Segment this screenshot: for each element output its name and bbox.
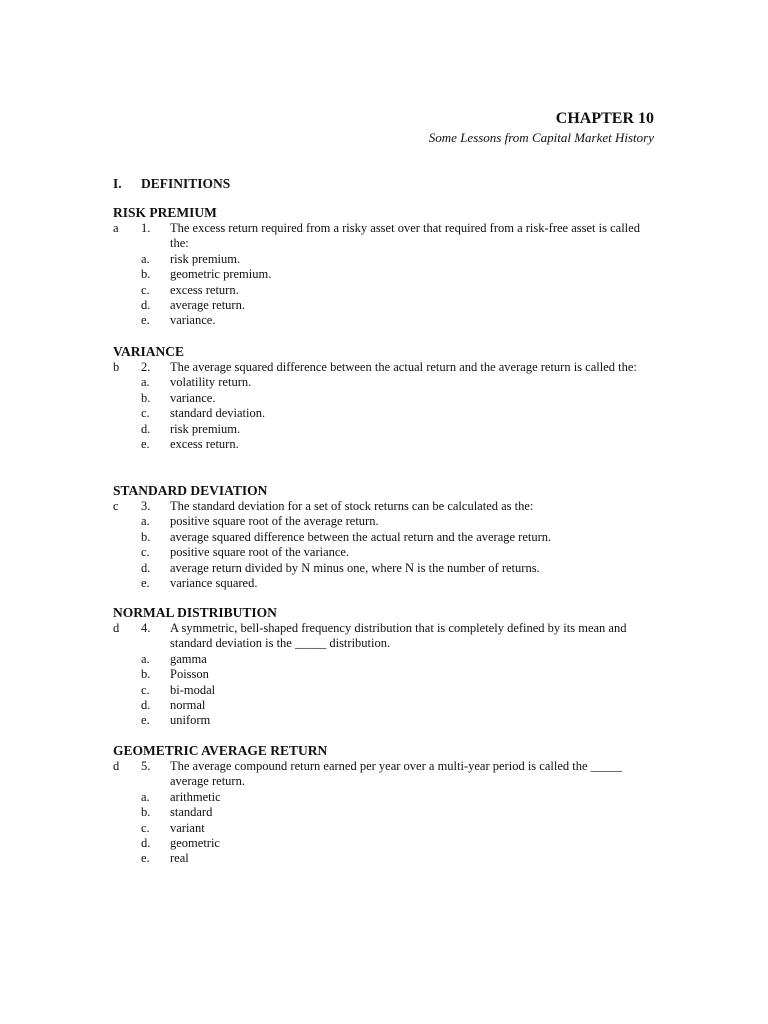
option-text: variance. — [170, 313, 216, 328]
option-letter: a. — [141, 514, 150, 529]
option-letter: b. — [141, 805, 151, 820]
option-letter: a. — [141, 375, 150, 390]
option — [113, 836, 653, 851]
section-heading: GEOMETRIC AVERAGE RETURN — [113, 743, 328, 758]
option — [113, 437, 653, 452]
option-letter: c. — [141, 282, 150, 297]
question-text: A symmetric, bell-shaped frequency distribution that is completely defined by its mean and standard deviation is the _____ distribution. — [170, 621, 627, 651]
answer-key: d — [113, 759, 120, 773]
option — [113, 375, 653, 390]
option-text: excess return. — [170, 437, 239, 452]
option — [113, 805, 653, 820]
question-text: The standard deviation for a set of stock returns can be calculated as the: — [170, 499, 534, 513]
option-text: bi-modal — [170, 682, 216, 697]
option-text: geometric — [170, 836, 220, 851]
question — [113, 621, 653, 652]
part-number: I. — [113, 176, 122, 191]
question-text: The excess return required from a risky asset over that required from a risk-free asset is called the: — [170, 221, 640, 251]
question-block-variance — [113, 344, 653, 452]
option — [113, 576, 653, 591]
option — [113, 406, 653, 421]
option — [113, 652, 653, 667]
option-letter: a. — [141, 789, 150, 804]
option-text: risk premium. — [170, 251, 241, 266]
option-letter: e. — [141, 437, 150, 452]
option-letter: c. — [141, 682, 150, 697]
option-letter: a. — [141, 251, 150, 266]
option-letter: b. — [141, 390, 151, 405]
option — [113, 545, 653, 560]
option-letter: d. — [141, 698, 151, 713]
option-text: gamma — [170, 651, 207, 666]
option-letter: d. — [141, 421, 151, 436]
option-text: average squared difference between the actual return and the average return. — [170, 529, 552, 544]
option-text: average return. — [170, 298, 245, 313]
question-number: 2. — [141, 360, 151, 374]
section-heading: STANDARD DEVIATION — [113, 483, 268, 498]
option — [113, 561, 653, 576]
question — [113, 360, 653, 375]
option — [113, 698, 653, 713]
option-letter: e. — [141, 576, 150, 591]
option — [113, 313, 653, 328]
option-text: variant — [170, 820, 205, 835]
option-text: variance. — [170, 390, 216, 405]
question — [113, 221, 653, 252]
option-text: Poisson — [170, 667, 209, 682]
answer-key: c — [113, 499, 119, 513]
option — [113, 267, 653, 282]
option-text: positive square root of the average return. — [170, 514, 379, 529]
option-letter: d. — [141, 560, 151, 575]
option-letter: b. — [141, 529, 151, 544]
option — [113, 514, 653, 529]
option-text: variance squared. — [170, 576, 258, 591]
question-number: 1. — [141, 221, 151, 235]
option-text: standard — [170, 805, 213, 820]
option-letter: e. — [141, 713, 150, 728]
question-text: The average squared difference between the actual return and the average return is called the: — [170, 360, 637, 374]
option-text: excess return. — [170, 282, 239, 297]
option-text: risk premium. — [170, 421, 241, 436]
question-block-standard-deviation — [113, 483, 653, 591]
option — [113, 298, 653, 313]
option-letter: a. — [141, 651, 150, 666]
option — [113, 530, 653, 545]
question-number: 5. — [141, 759, 151, 773]
part-title: DEFINITIONS — [141, 176, 231, 191]
question-text: The average compound return earned per year over a multi-year period is called the _____ average return. — [170, 759, 622, 789]
option-letter: b. — [141, 667, 151, 682]
option — [113, 283, 653, 298]
option-text: real — [170, 851, 189, 866]
part-heading — [113, 176, 230, 192]
question-number: 4. — [141, 621, 151, 635]
option — [113, 252, 653, 267]
question-block-risk-premium — [113, 205, 653, 329]
option-text: volatility return. — [170, 375, 252, 390]
option-letter: e. — [141, 851, 150, 866]
answer-key: a — [113, 221, 119, 235]
option — [113, 821, 653, 836]
option-text: positive square root of the variance. — [170, 545, 350, 560]
option-letter: c. — [141, 545, 150, 560]
option-text: average return divided by N minus one, where N is the number of returns. — [170, 560, 540, 575]
option — [113, 683, 653, 698]
option — [113, 790, 653, 805]
option — [113, 391, 653, 406]
option-letter: e. — [141, 313, 150, 328]
option-letter: d. — [141, 298, 151, 313]
section-heading: RISK PREMIUM — [113, 205, 217, 220]
section-heading: NORMAL DISTRIBUTION — [113, 605, 277, 620]
question-block-geometric-average-return — [113, 743, 653, 867]
answer-key: d — [113, 621, 120, 635]
option — [113, 851, 653, 866]
option-text: arithmetic — [170, 789, 221, 804]
option-letter: c. — [141, 406, 150, 421]
chapter-title: CHAPTER 10 — [555, 110, 654, 127]
question-number: 3. — [141, 499, 151, 513]
question — [113, 499, 653, 514]
option-text: normal — [170, 698, 206, 713]
option-text: standard deviation. — [170, 406, 266, 421]
option — [113, 713, 653, 728]
option-text: geometric premium. — [170, 267, 272, 282]
option — [113, 667, 653, 682]
option-letter: d. — [141, 836, 151, 851]
answer-key: b — [113, 360, 120, 374]
option-text: uniform — [170, 713, 211, 728]
option-letter: c. — [141, 820, 150, 835]
chapter-subtitle: Some Lessons from Capital Market History — [428, 130, 654, 145]
option — [113, 422, 653, 437]
section-heading: VARIANCE — [113, 344, 185, 359]
question — [113, 759, 653, 790]
question-block-normal-distribution — [113, 605, 653, 729]
option-letter: b. — [141, 267, 151, 282]
